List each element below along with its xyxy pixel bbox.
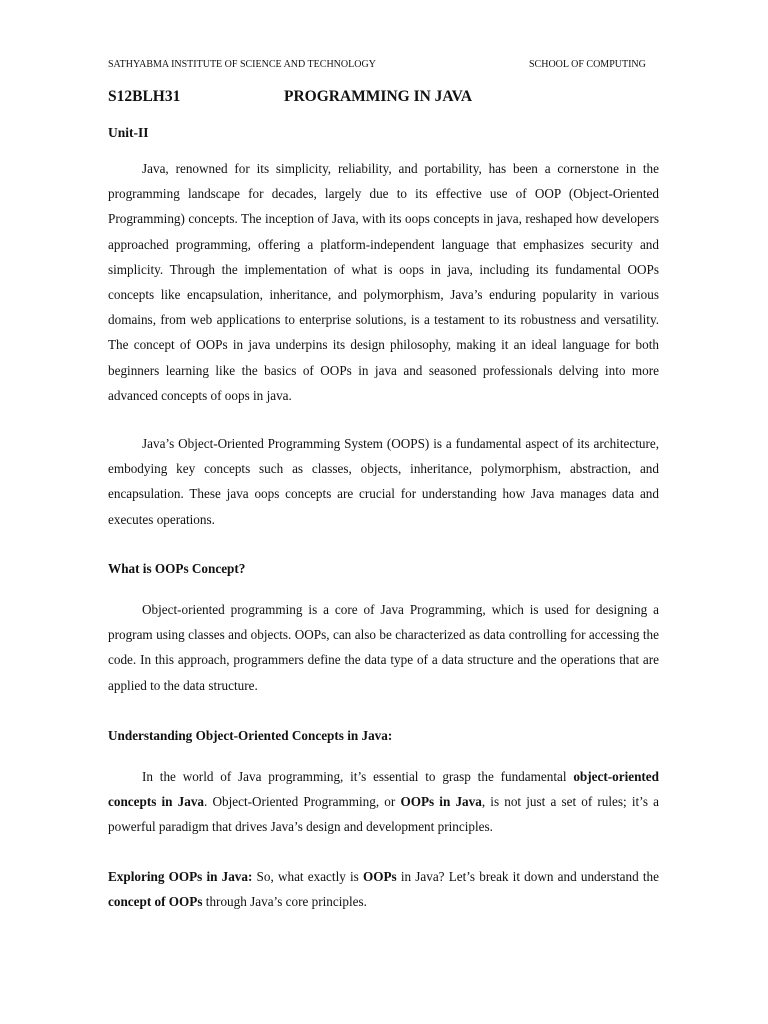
- school-header: SCHOOL OF COMPUTING: [529, 59, 646, 70]
- exploring-text-1: So, what exactly is: [252, 869, 363, 884]
- institute-header: SATHYABMA INSTITUTE OF SCIENCE AND TECHNOLOGY: [108, 59, 376, 70]
- exploring-lead: Exploring OOPs in Java:: [108, 869, 253, 884]
- course-title: PROGRAMMING IN JAVA: [284, 88, 473, 105]
- what-is-oops-heading: What is OOPs Concept?: [108, 561, 246, 576]
- exploring-bold-2: concept of OOPs: [108, 894, 203, 910]
- understanding-bold-2: OOPs in Java: [400, 794, 482, 810]
- exploring-paragraph: [108, 864, 659, 914]
- exploring-text-2: in Java? Let’s break it down and understand the: [396, 869, 659, 884]
- understanding-text-2: . Object-Oriented Programming, or: [204, 794, 401, 810]
- understanding-text-3: , is not just a set of rules; it’s a powerful paradigm that drives Java’s design and development principles.: [108, 794, 659, 835]
- exploring-bold-1: OOPs: [362, 869, 397, 884]
- understanding-paragraph: [108, 764, 659, 840]
- understanding-bold-1: object-oriented concepts in Java: [108, 769, 659, 810]
- understanding-text-1: In the world of Java programming, it’s essential to grasp the fundamental: [142, 769, 574, 784]
- intro-paragraph: Java, renowned for its simplicity, reliability, and portability, has been a cornerstone in the programming landscape for decades, largely due to its effective use of OOP (Object-Oriented Programming) concepts. The inception of Java, with its oops concepts in java, reshaped how developers approached programming, offering a platform-independent language that emphasizes security and simplicity. Through the implementation of what is oops in java, including its fundamental OOPs concepts like encapsulation, inheritance, and polymorphism, Java’s enduring popularity in various domains, from web applications to enterprise solutions, is a testament to its robustness and versatility. The concept of OOPs in java underpins its design philosophy, making it an ideal language for both beginners learning like the basics of OOPs in java and seasoned professionals delving into more advanced concepts of oops in java.: [108, 161, 659, 403]
- understanding-heading: Understanding Object-Oriented Concepts in Java:: [108, 728, 393, 743]
- what-is-oops-paragraph: Object-oriented programming is a core of Java Programming, which is used for designing a program using classes and objects. OOPs, can also be characterized as data controlling for accessing the code. In this approach, programmers define the data type of a data structure and the operations that are applied to the data structure.: [108, 602, 659, 693]
- course-code: S12BLH31: [108, 88, 181, 105]
- oops-system-paragraph: Java’s Object-Oriented Programming System (OOPS) is a fundamental aspect of its architecture, embodying key concepts such as classes, objects, inheritance, polymorphism, abstraction, and encapsulation. These java oops concepts are crucial for understanding how Java manages data and executes operations.: [108, 436, 659, 527]
- unit-heading: Unit-II: [108, 125, 149, 140]
- exploring-text-3: through Java’s core principles.: [202, 894, 367, 910]
